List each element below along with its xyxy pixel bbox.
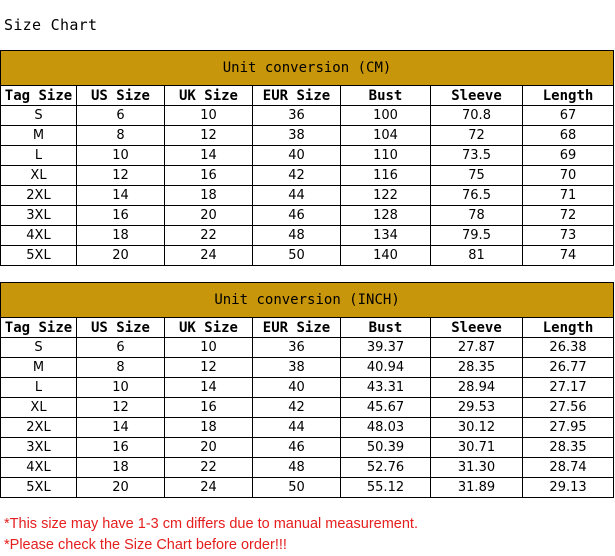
table-cell: M xyxy=(1,126,77,146)
table-cell: 14 xyxy=(77,186,165,206)
table-cell: 40.94 xyxy=(341,358,431,378)
page-title: Size Chart xyxy=(4,16,98,34)
table-cell: 55.12 xyxy=(341,478,431,498)
table-cell: 24 xyxy=(165,246,253,266)
column-header: EUR Size xyxy=(253,86,341,106)
table-cell: 68 xyxy=(523,126,614,146)
size-table-cm xyxy=(0,50,614,266)
size-table-inch xyxy=(0,282,614,498)
table-cell: 6 xyxy=(77,338,165,358)
table-cell: 12 xyxy=(77,398,165,418)
table-cell: 70.8 xyxy=(431,106,523,126)
table-cell: 46 xyxy=(253,206,341,226)
table-cell: 29.53 xyxy=(431,398,523,418)
table-cell: 28.94 xyxy=(431,378,523,398)
table-row xyxy=(1,478,614,498)
table-cell: S xyxy=(1,106,77,126)
table-cell: 2XL xyxy=(1,418,77,438)
table-cell: 48.03 xyxy=(341,418,431,438)
table-row xyxy=(1,126,614,146)
table-cell: 44 xyxy=(253,186,341,206)
table-heading: Unit conversion (CM) xyxy=(1,51,614,86)
table-cell: 26.38 xyxy=(523,338,614,358)
table-heading: Unit conversion (INCH) xyxy=(1,283,614,318)
table-row xyxy=(1,166,614,186)
table-cell: 30.12 xyxy=(431,418,523,438)
table-cell: 50 xyxy=(253,246,341,266)
table-cell: 29.13 xyxy=(523,478,614,498)
table-cell: 20 xyxy=(165,438,253,458)
table-cell: 46 xyxy=(253,438,341,458)
table-row xyxy=(1,186,614,206)
table-cell: 10 xyxy=(165,106,253,126)
table-row xyxy=(1,338,614,358)
table-cell: 36 xyxy=(253,338,341,358)
table-cell: 27.95 xyxy=(523,418,614,438)
table-cell: 22 xyxy=(165,226,253,246)
table-cell: 14 xyxy=(77,418,165,438)
column-header: US Size xyxy=(77,86,165,106)
table-cell: 18 xyxy=(77,458,165,478)
table-cell: 116 xyxy=(341,166,431,186)
table-cell: 18 xyxy=(165,186,253,206)
table-cell: 74 xyxy=(523,246,614,266)
table-cell: 42 xyxy=(253,398,341,418)
table-cell: 52.76 xyxy=(341,458,431,478)
table-cell: 48 xyxy=(253,226,341,246)
table-cell: 27.87 xyxy=(431,338,523,358)
table-cell: 122 xyxy=(341,186,431,206)
column-header: EUR Size xyxy=(253,318,341,338)
table-cell: 81 xyxy=(431,246,523,266)
table-cell: L xyxy=(1,378,77,398)
table-cell: 8 xyxy=(77,126,165,146)
table-cell: 72 xyxy=(431,126,523,146)
table-row xyxy=(1,398,614,418)
table-cell: M xyxy=(1,358,77,378)
table-cell: 40 xyxy=(253,378,341,398)
table-cell: 31.89 xyxy=(431,478,523,498)
note-check-chart: *Please check the Size Chart before order!!! xyxy=(4,537,287,553)
table-cell: 26.77 xyxy=(523,358,614,378)
table-cell: 39.37 xyxy=(341,338,431,358)
table-row xyxy=(1,106,614,126)
table-cell: 71 xyxy=(523,186,614,206)
table-cell: 104 xyxy=(341,126,431,146)
table-cell: 16 xyxy=(77,438,165,458)
table-cell: 27.56 xyxy=(523,398,614,418)
table-cell: 18 xyxy=(77,226,165,246)
table-cell: 44 xyxy=(253,418,341,438)
table-row xyxy=(1,246,614,266)
column-header: Tag Size xyxy=(1,318,77,338)
table-row xyxy=(1,378,614,398)
table-cell: XL xyxy=(1,398,77,418)
column-header: Bust xyxy=(341,318,431,338)
table-cell: 75 xyxy=(431,166,523,186)
table-cell: 14 xyxy=(165,146,253,166)
table-row xyxy=(1,458,614,478)
table-cell: 20 xyxy=(165,206,253,226)
table-cell: 31.30 xyxy=(431,458,523,478)
table-cell: 76.5 xyxy=(431,186,523,206)
table-cell: 67 xyxy=(523,106,614,126)
table-cell: 12 xyxy=(165,126,253,146)
table-cell: 16 xyxy=(165,166,253,186)
table-cell: 5XL xyxy=(1,478,77,498)
table-row xyxy=(1,226,614,246)
table-cell: 10 xyxy=(165,338,253,358)
column-header: Length xyxy=(523,318,614,338)
table-cell: 70 xyxy=(523,166,614,186)
table-cell: 140 xyxy=(341,246,431,266)
table-cell: 28.35 xyxy=(523,438,614,458)
table-cell: 128 xyxy=(341,206,431,226)
column-header: Length xyxy=(523,86,614,106)
table-row xyxy=(1,438,614,458)
table-cell: 20 xyxy=(77,478,165,498)
table-cell: 24 xyxy=(165,478,253,498)
note-measurement: *This size may have 1-3 cm differs due to manual measurement. xyxy=(4,516,418,532)
table-cell: 73 xyxy=(523,226,614,246)
table-cell: 79.5 xyxy=(431,226,523,246)
column-header: Sleeve xyxy=(431,86,523,106)
table-cell: XL xyxy=(1,166,77,186)
table-cell: 36 xyxy=(253,106,341,126)
column-header: Sleeve xyxy=(431,318,523,338)
table-cell: L xyxy=(1,146,77,166)
table-row xyxy=(1,206,614,226)
table-cell: 28.74 xyxy=(523,458,614,478)
table-cell: 4XL xyxy=(1,458,77,478)
table-cell: 4XL xyxy=(1,226,77,246)
table-body xyxy=(1,338,614,498)
table-cell: 10 xyxy=(77,146,165,166)
table-cell: S xyxy=(1,338,77,358)
table-cell: 42 xyxy=(253,166,341,186)
table-cell: 14 xyxy=(165,378,253,398)
table-cell: 78 xyxy=(431,206,523,226)
table-cell: 45.67 xyxy=(341,398,431,418)
table-cell: 40 xyxy=(253,146,341,166)
table-cell: 28.35 xyxy=(431,358,523,378)
table-cell: 18 xyxy=(165,418,253,438)
column-header: Bust xyxy=(341,86,431,106)
table-row xyxy=(1,418,614,438)
table-cell: 3XL xyxy=(1,206,77,226)
column-header: Tag Size xyxy=(1,86,77,106)
table-cell: 2XL xyxy=(1,186,77,206)
table-cell: 38 xyxy=(253,358,341,378)
table-cell: 38 xyxy=(253,126,341,146)
table-cell: 3XL xyxy=(1,438,77,458)
column-header: UK Size xyxy=(165,318,253,338)
table-cell: 20 xyxy=(77,246,165,266)
table-cell: 134 xyxy=(341,226,431,246)
table-cell: 6 xyxy=(77,106,165,126)
table-cell: 5XL xyxy=(1,246,77,266)
table-cell: 72 xyxy=(523,206,614,226)
table-cell: 50.39 xyxy=(341,438,431,458)
table-cell: 16 xyxy=(77,206,165,226)
table-cell: 8 xyxy=(77,358,165,378)
table-cell: 110 xyxy=(341,146,431,166)
table-cell: 100 xyxy=(341,106,431,126)
table-cell: 22 xyxy=(165,458,253,478)
table-cell: 10 xyxy=(77,378,165,398)
table-cell: 43.31 xyxy=(341,378,431,398)
column-header: US Size xyxy=(77,318,165,338)
table-cell: 27.17 xyxy=(523,378,614,398)
table-cell: 48 xyxy=(253,458,341,478)
table-cell: 50 xyxy=(253,478,341,498)
table-cell: 30.71 xyxy=(431,438,523,458)
table-row xyxy=(1,358,614,378)
column-header: UK Size xyxy=(165,86,253,106)
table-cell: 69 xyxy=(523,146,614,166)
table-cell: 12 xyxy=(77,166,165,186)
table-cell: 12 xyxy=(165,358,253,378)
table-body xyxy=(1,106,614,266)
table-cell: 16 xyxy=(165,398,253,418)
table-cell: 73.5 xyxy=(431,146,523,166)
table-row xyxy=(1,146,614,166)
